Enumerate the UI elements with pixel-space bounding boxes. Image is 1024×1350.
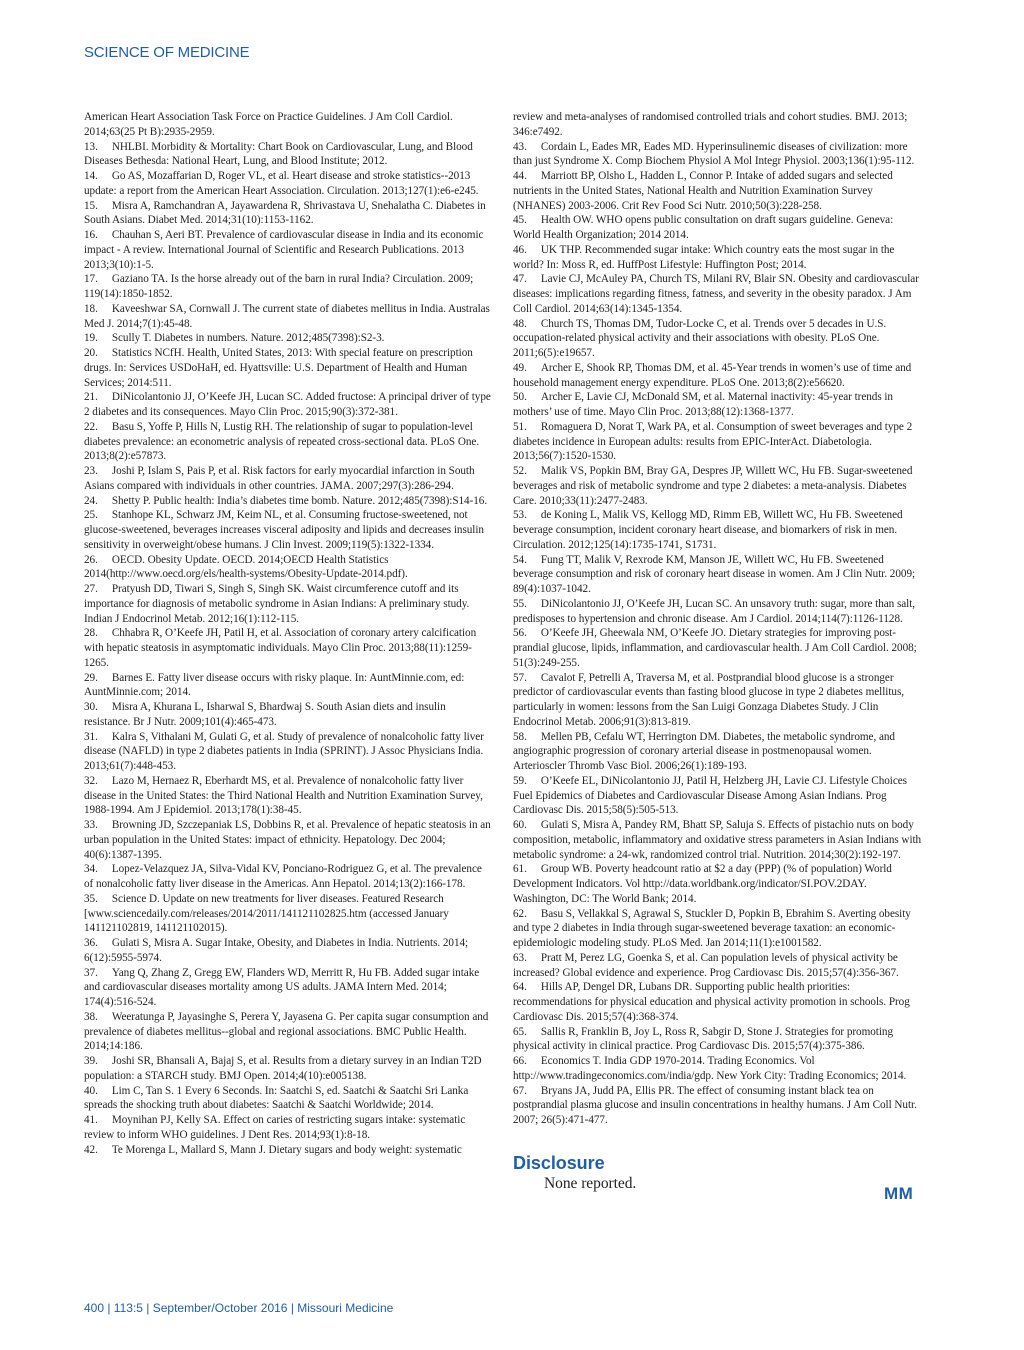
reference-item — [513, 213, 923, 243]
reference-number: 62. — [513, 907, 527, 920]
reference-item — [513, 951, 923, 981]
reference-number: 20. — [84, 347, 98, 359]
reference-item — [84, 936, 492, 966]
reference-text: Misra A, Ramchandran A, Jayawardena R, Shrivastava U, Snehalatha C. Diabetes in South Asians. Diabet Med. 2014;31(10):1153-1162. — [84, 199, 486, 227]
reference-number: 29. — [84, 671, 98, 684]
reference-number: 21. — [84, 391, 98, 404]
reference-number: 53. — [513, 509, 527, 522]
reference-text: Chhabra R, O’Keefe JH, Patil H, et al. Association of coronary artery calcification with hepatic steatosis in asymptomatic individuals. Mayo Clin Proc. 2013;88(11):1259-1265. — [84, 627, 477, 669]
reference-number: 13. — [84, 140, 98, 153]
reference-number: 47. — [513, 273, 527, 286]
reference-item — [84, 302, 492, 332]
reference-item — [84, 1010, 492, 1054]
reference-item — [84, 671, 492, 701]
reference-item — [513, 1025, 923, 1055]
reference-text: Church TS, Thomas DM, Tudor-Locke C, et al. Trends over 5 decades in U.S. occupation-related physical activity and their associations with obesity. PLoS One. 2011;6(5):e19657. — [513, 317, 887, 359]
reference-number: 44. — [513, 170, 527, 182]
reference-text: Pratyush DD, Tiwari S, Singh S, Singh SK. Waist circumference cutoff and its importance for diagnosis of metabolic syndrome in Asian Indians: A preliminary study. Indian J Endocrinol Metab. 2012;16(1):112-115. — [84, 583, 470, 625]
reference-number: 32. — [84, 774, 98, 787]
reference-item — [84, 508, 492, 552]
reference-text: Mellen PB, Cefalu WT, Herrington DM. Diabetes, the metabolic syndrome, and angiographic progression of coronary arterial disease in postmenopausal women. Arterioscler Thromb Vasc Biol. 2006;26(1):189-193. — [513, 730, 895, 772]
reference-item — [84, 1113, 492, 1143]
reference-item — [513, 169, 923, 213]
reference-number: 33. — [84, 819, 98, 831]
reference-text: Gaziano TA. Is the horse already out of the barn in rural India? Circulation. 2009; 119(14):1850-1852. — [84, 273, 474, 300]
reference-item — [84, 169, 492, 199]
reference-number: 27. — [84, 583, 98, 595]
disclosure-text: None reported. — [544, 1174, 637, 1192]
reference-text: Malik VS, Popkin BM, Bray GA, Despres JP, Willett WC, Hu FB. Sugar-sweetened beverages and risk of metabolic syndrome and type 2 diabetes: a meta-analysis. Diabetes Care. 2010;33(11):2477-2483. — [513, 465, 913, 507]
reference-item — [513, 361, 923, 391]
reference-number: 67. — [513, 1084, 527, 1097]
reference-item — [84, 1054, 492, 1084]
reference-item — [84, 464, 492, 494]
reference-item — [84, 420, 492, 464]
reference-text: UK THP. Recommended sugar intake: Which country eats the most sugar in the world? In: Moss R, ed. HuffPost Lifestyle: Huffington Post; 2014. — [513, 243, 895, 271]
reference-text: Go AS, Mozaffarian D, Roger VL, et al. Heart disease and stroke statistics--2013 update: a report from the American Heart Association. Circulation. 2013;127(1):e6-e245. — [84, 170, 479, 197]
reference-item — [84, 862, 492, 892]
reference-item — [513, 818, 923, 862]
reference-item — [513, 390, 923, 420]
reference-item — [84, 346, 492, 390]
reference-item — [513, 730, 923, 774]
reference-text: Cavalot F, Petrelli A, Traversa M, et al. Postprandial blood glucose is a stronger predictor of cardiovascular events than fasting blood glucose in type 2 diabetes mellitus, particularly in women: lessons from the San Luigi Gonzaga Diabetes Study. J Clin Endocrinol Metab. 2006;91(3):813-819. — [513, 671, 904, 728]
reference-item — [513, 272, 923, 316]
reference-item — [513, 774, 923, 818]
reference-text: Basu S, Yoffe P, Hills N, Lustig RH. The relationship of sugar to population-level diabetes prevalence: an econometric analysis of repeated cross-sectional data. PLoS One. 2013;8(2):e57873. — [84, 420, 480, 463]
reference-item — [84, 892, 492, 936]
reference-item — [84, 199, 492, 229]
reference-item — [513, 862, 923, 906]
reference-number: 25. — [84, 509, 98, 522]
reference-text: DiNicolantonio JJ, O’Keefe JH, Lucan SC. An unsavory truth: sugar, more than salt, predisposes to hypertension and chronic disease. Am J Cardiol. 2014;114(7):1126-1128. — [513, 597, 916, 625]
reference-text: O’Keefe EL, DiNicolantonio JJ, Patil H, Helzberg JH, Lavie CJ. Lifestyle Choices Fuel Epidemics of Diabetes and Cardiovascular Disease Among Asian Indians. Prog Cardiovasc Dis. 2015;58(5):505-513. — [513, 774, 907, 817]
reference-number: 65. — [513, 1025, 527, 1038]
reference-text: Science D. Update on new treatments for liver diseases. Featured Research [www.sciencedaily.com/releases/2014/2011/141121102825.htm (accessed January 141121102819, 141121102015). — [84, 892, 449, 935]
reference-number: 22. — [84, 420, 98, 433]
reference-text: Romaguera D, Norat T, Wark PA, et al. Consumption of sweet beverages and type 2 diabetes incidence in European adults: results from EPIC-InterAct. Diabetologia. 2013;56(7):1520-1530. — [513, 420, 913, 463]
reference-item — [513, 597, 923, 627]
reference-text: Browning JD, Szczepaniak LS, Dobbins R, et al. Prevalence of hepatic steatosis in an urban population in the United States: impact of ethnicity. Hepatology. Dec 2004; 40(6):1387-1395. — [84, 819, 491, 861]
reference-number: 59. — [513, 774, 527, 787]
reference-text: Barnes E. Fatty liver disease occurs with risky plaque. In: AuntMinnie.com, ed: AuntMinnie.com; 2014. — [84, 671, 465, 699]
reference-item — [513, 140, 923, 170]
reference-text: Economics T. India GDP 1970-2014. Trading Economics. Vol http://www.tradingeconomics.com/india/gdp. New York City: Trading Economics; 2014. — [513, 1055, 907, 1082]
reference-text: Health OW. WHO opens public consultation on draft sugars guideline. Geneva: World Health Organization; 2014 2014. — [513, 214, 894, 241]
reference-number: 64. — [513, 981, 527, 994]
reference-number: 34. — [84, 863, 98, 876]
reference-continuation: review and meta-analyses of randomised controlled trials and cohort studies. BMJ. 2013; 346:e7492. — [513, 111, 908, 138]
reference-number: 39. — [84, 1055, 98, 1067]
reference-text: Fung TT, Malik V, Rexrode KM, Manson JE, Willett WC, Hu FB. Sweetened beverage consumption and risk of coronary heart disease in women. Am J Clin Nutr. 2009; 89(4):1037-1042. — [513, 553, 916, 595]
section-header: SCIENCE OF MEDICINE — [84, 44, 250, 61]
reference-number: 43. — [513, 140, 527, 153]
reference-item — [513, 1054, 923, 1084]
reference-text: Lim C, Tan S. 1 Every 6 Seconds. In: Saatchi S, ed. Saatchi & Saatchi Sri Lanka spreads the shocking truth about diabetes: Saatchi & Saatchi Worldwide; 2014. — [84, 1084, 469, 1112]
reference-number: 57. — [513, 671, 527, 684]
reference-text: Gulati S, Misra A, Pandey RM, Bhatt SP, Saluja S. Effects of pistachio nuts on body composition, metabolic, inflammatory and oxidative stress parameters in Asian Indians with metabolic syndrome: a 24-wk, randomized control trial. Nutrition. 2014;30(2):192-197. — [513, 819, 922, 861]
reference-list — [84, 140, 492, 1158]
reference-text: Lazo M, Hernaez R, Eberhardt MS, et al. Prevalence of nonalcoholic fatty liver disease in the United States: the Third National Health and Nutrition Examination Survey, 1988-1994. Am J Epidemiol. 2013;178(1):38-45. — [84, 774, 483, 817]
reference-item — [513, 1084, 923, 1128]
reference-text: Shetty P. Public health: India’s diabetes time bomb. Nature. 2012;485(7398):S14-16. — [111, 494, 488, 507]
reference-number: 52. — [513, 465, 527, 477]
page-footer: 400 | 113:5 | September/October 2016 | Missouri Medicine — [84, 1301, 394, 1315]
reference-item — [513, 508, 923, 552]
reference-item — [84, 626, 492, 670]
reference-number: 66. — [513, 1055, 527, 1067]
reference-number: 26. — [84, 553, 98, 566]
reference-text: DiNicolantonio JJ, O’Keefe JH, Lucan SC. Added fructose: A principal driver of type 2 diabetes and its consequences. Mayo Clin Proc. 2015;90(3):372-381. — [84, 391, 491, 418]
reference-text: Weeratunga P, Jayasinghe S, Perera Y, Jayasena G. Per capita sugar consumption and prevalence of diabetes mellitus--global and regional associations. BMC Public Health. 2014;14:186. — [84, 1010, 489, 1053]
reference-text: Joshi SR, Bhansali A, Bajaj S, et al. Results from a dietary survey in an Indian T2D population: a STARCH study. BMJ Open. 2014;4(10):e005138. — [84, 1055, 482, 1082]
reference-text: Yang Q, Zhang Z, Gregg EW, Flanders WD, Merritt R, Hu FB. Added sugar intake and cardiovascular diseases mortality among US adults. JAMA Intern Med. 2014; 174(4):516-524. — [84, 966, 480, 1008]
reference-text: O’Keefe JH, Gheewala NM, O’Keefe JO. Dietary strategies for improving post-prandial glucose, lipids, inflammation, and cardiovascular health. J Am Coll Cardiol. 2008; 51(3):249-255. — [513, 627, 917, 669]
reference-item — [84, 228, 492, 272]
reference-text: Misra A, Khurana L, Isharwal S, Bhardwaj S. South Asian diets and insulin resistance. Br J Nutr. 2009;101(4):465-473. — [84, 701, 446, 728]
references-left-column — [84, 110, 492, 1157]
reference-text: Hills AP, Dengel DR, Lubans DR. Supporting public health priorities: recommendations for physical education and physical activity promotion in schools. Prog Cardiovasc Dis. 2015;57(4):368-374. — [513, 981, 910, 1023]
reference-number: 37. — [84, 966, 98, 979]
reference-text: Gulati S, Misra A. Sugar Intake, Obesity, and Diabetes in India. Nutrients. 2014; 6(12):5955-5974. — [84, 937, 469, 964]
reference-text: Group WB. Poverty headcount ratio at $2 a day (PPP) (% of population) World Development Indicators. Vol http://data.worldbank.org/indicator/SI.POV.2DAY. Washington, DC: The World Bank; 2014. — [513, 863, 892, 905]
reference-text: Kalra S, Vithalani M, Gulati G, et al. Study of prevalence of nonalcoholic fatty liver disease (NAFLD) in type 2 diabetes patients in India (SPRINT). J Assoc Physicians India. 2013;61(7):448-453. — [84, 730, 484, 772]
reference-item — [513, 907, 923, 951]
reference-text: OECD. Obesity Update. OECD. 2014;OECD Health Statistics 2014(http://www.oecd.org/els/health-systems/Obesity-Update-2014.pdf). — [84, 553, 408, 581]
reference-number: 51. — [513, 420, 527, 433]
reference-text: Basu S, Vellakkal S, Agrawal S, Stuckler D, Popkin B, Ebrahim S. Averting obesity and type 2 diabetes in India through sugar-sweetened beverage taxation: an economic-epidemiologic modeling study. PLoS Med. Jan 2014;11(1):e1001582. — [513, 907, 911, 949]
reference-item — [84, 1084, 492, 1114]
reference-number: 42. — [84, 1143, 98, 1156]
reference-number: 45. — [513, 214, 527, 227]
reference-text: Bryans JA, Judd PA, Ellis PR. The effect of consuming instant black tea on postprandial plasma glucose and insulin concentrations in healthy humans. J Am Coll Nutr. 2007; 26(5):471-477. — [513, 1084, 917, 1126]
reference-number: 49. — [513, 361, 527, 374]
references-right-column — [513, 110, 923, 1194]
reference-item — [84, 966, 492, 1010]
disclosure-heading: Disclosure — [513, 1152, 605, 1173]
reference-item — [513, 317, 923, 361]
reference-number: 63. — [513, 951, 527, 964]
reference-number: 16. — [84, 229, 98, 241]
reference-number: 58. — [513, 730, 527, 743]
reference-number: 54. — [513, 553, 527, 566]
reference-item — [84, 582, 492, 626]
reference-number: 56. — [513, 627, 527, 640]
reference-item — [513, 671, 923, 730]
reference-text: Te Morenga L, Mallard S, Mann J. Dietary sugars and body weight: systematic — [111, 1143, 462, 1156]
reference-text: Sallis R, Franklin B, Joy L, Ross R, Sabgir D, Stone J. Strategies for promoting physical activity in clinical practice. Prog Cardiovasc Dis. 2015;57(4):375-386. — [513, 1025, 893, 1053]
reference-number: 46. — [513, 243, 527, 256]
reference-text: Statistics NCfH. Health, United States, 2013: With special feature on prescription drugs. In: Services USDoHaH, ed. Hyattsville: U.S. Department of Health and Human Services; 2014:511. — [84, 347, 473, 389]
reference-item — [84, 331, 492, 346]
reference-text: Marriott BP, Olsho L, Hadden L, Connor P. Intake of added sugars and selected nutrients in the United States, National Health and Nutrition Examination Survey (NHANES) 2003-2006. Crit Rev Food Sci Nutr. 2010;50(3):228-258. — [513, 170, 893, 212]
reference-number: 17. — [84, 273, 98, 286]
reference-item — [84, 272, 492, 302]
reference-item — [513, 464, 923, 508]
reference-number: 28. — [84, 627, 98, 640]
reference-item — [84, 818, 492, 862]
disclosure-section — [513, 1152, 923, 1194]
reference-number: 24. — [84, 494, 98, 507]
reference-number: 55. — [513, 597, 527, 610]
reference-number: 41. — [84, 1114, 98, 1126]
reference-number: 60. — [513, 819, 527, 831]
reference-text: Joshi P, Islam S, Pais P, et al. Risk factors for early myocardial infarction in South Asians compared with individuals in other countries. JAMA. 2007;297(3):286-294. — [84, 465, 475, 492]
reference-text: Chauhan S, Aeri BT. Prevalence of cardiovascular disease in India and its economic impact - A review. International Journal of Scientific and Research Publications. 2013 2013;3(10):1-5. — [84, 229, 484, 271]
reference-item — [513, 553, 923, 597]
reference-number: 19. — [84, 332, 98, 345]
reference-item — [84, 553, 492, 583]
reference-text: Stanhope KL, Schwarz JM, Keim NL, et al. Consuming fructose-sweetened, not glucose-sweetened, beverages increases visceral adiposity and lipids and decreases insulin sensitivity in overweight/obese humans. J Clin Invest. 2009;119(5):1322-1334. — [84, 509, 484, 551]
reference-item — [84, 140, 492, 170]
reference-number: 38. — [84, 1010, 98, 1023]
reference-number: 61. — [513, 863, 527, 876]
reference-item — [84, 390, 492, 420]
reference-item — [84, 1143, 492, 1158]
reference-number: 48. — [513, 317, 527, 330]
reference-text: de Koning L, Malik VS, Kellogg MD, Rimm EB, Willett WC, Hu FB. Sweetened beverage consumption, incident coronary heart disease, and biomarkers of risk in men. Circulation. 2012;125(14):1735-1741, S1731. — [513, 509, 903, 551]
reference-text: Archer E, Lavie CJ, McDonald SM, et al. Maternal inactivity: 45-year trends in mothers’ use of time. Mayo Clin Proc. 2013;88(12):1368-1377. — [513, 391, 893, 418]
missouri-medicine-logo: MM — [884, 1184, 914, 1203]
reference-text: NHLBI. Morbidity & Mortality: Chart Book on Cardiovascular, Lung, and Blood Diseases Bethesda: National Heart, Lung, and Blood Institute; 2012. — [84, 140, 473, 168]
reference-item — [513, 420, 923, 464]
reference-text: Lopez-Velazquez JA, Silva-Vidal KV, Ponciano-Rodriguez G, et al. The prevalence of nonalcoholic fatty liver disease in the Americas. Ann Hepatol. 2014;13(2):166-178. — [84, 863, 482, 890]
reference-item — [84, 494, 492, 509]
reference-text: Scully T. Diabetes in numbers. Nature. 2012;485(7398):S2-3. — [111, 332, 385, 345]
reference-number: 35. — [84, 892, 98, 905]
reference-item — [84, 774, 492, 818]
reference-number: 50. — [513, 391, 527, 404]
reference-text: Cordain L, Eades MR, Eades MD. Hyperinsulinemic diseases of civilization: more than just Syndrome X. Comp Biochem Physiol A Mol Integr Physiol. 2003;136(1):95-112. — [513, 140, 915, 168]
reference-number: 30. — [84, 701, 98, 713]
reference-number: 31. — [84, 730, 98, 743]
reference-number: 36. — [84, 937, 98, 949]
reference-text: Kaveeshwar SA, Cornwall J. The current state of diabetes mellitus in India. Australas Med J. 2014;7(1):45-48. — [84, 302, 490, 330]
reference-number: 18. — [84, 302, 98, 315]
reference-list — [513, 140, 923, 1128]
reference-item — [84, 700, 492, 730]
reference-text: Lavie CJ, McAuley PA, Church TS, Milani RV, Blair SN. Obesity and cardiovascular diseases: implications regarding fitness, fatness, and severity in the obesity paradox. J Am Coll Cardiol. 2014;63(14):1345-1354. — [513, 273, 919, 315]
reference-item — [513, 626, 923, 670]
reference-number: 14. — [84, 170, 98, 182]
reference-number: 40. — [84, 1084, 98, 1097]
reference-item — [513, 243, 923, 273]
reference-text: Pratt M, Perez LG, Goenka S, et al. Can population levels of physical activity be increased? Global evidence and experience. Prog Cardiovasc Dis. 2015;57(4):356-367. — [513, 951, 899, 979]
reference-number: 23. — [84, 465, 98, 477]
reference-continuation: American Heart Association Task Force on Practice Guidelines. J Am Coll Cardiol. 2014;63(25 Pt B):2935-2959. — [84, 111, 453, 138]
reference-number: 15. — [84, 199, 98, 212]
reference-item — [513, 980, 923, 1024]
reference-text: Archer E, Shook RP, Thomas DM, et al. 45-Year trends in women’s use of time and household management energy expenditure. PLoS One. 2013;8(2):e56620. — [513, 361, 912, 389]
reference-text: Moynihan PJ, Kelly SA. Effect on caries of restricting sugars intake: systematic review to inform WHO guidelines. J Dent Res. 2014;93(1):8-18. — [84, 1114, 466, 1141]
reference-item — [84, 730, 492, 774]
